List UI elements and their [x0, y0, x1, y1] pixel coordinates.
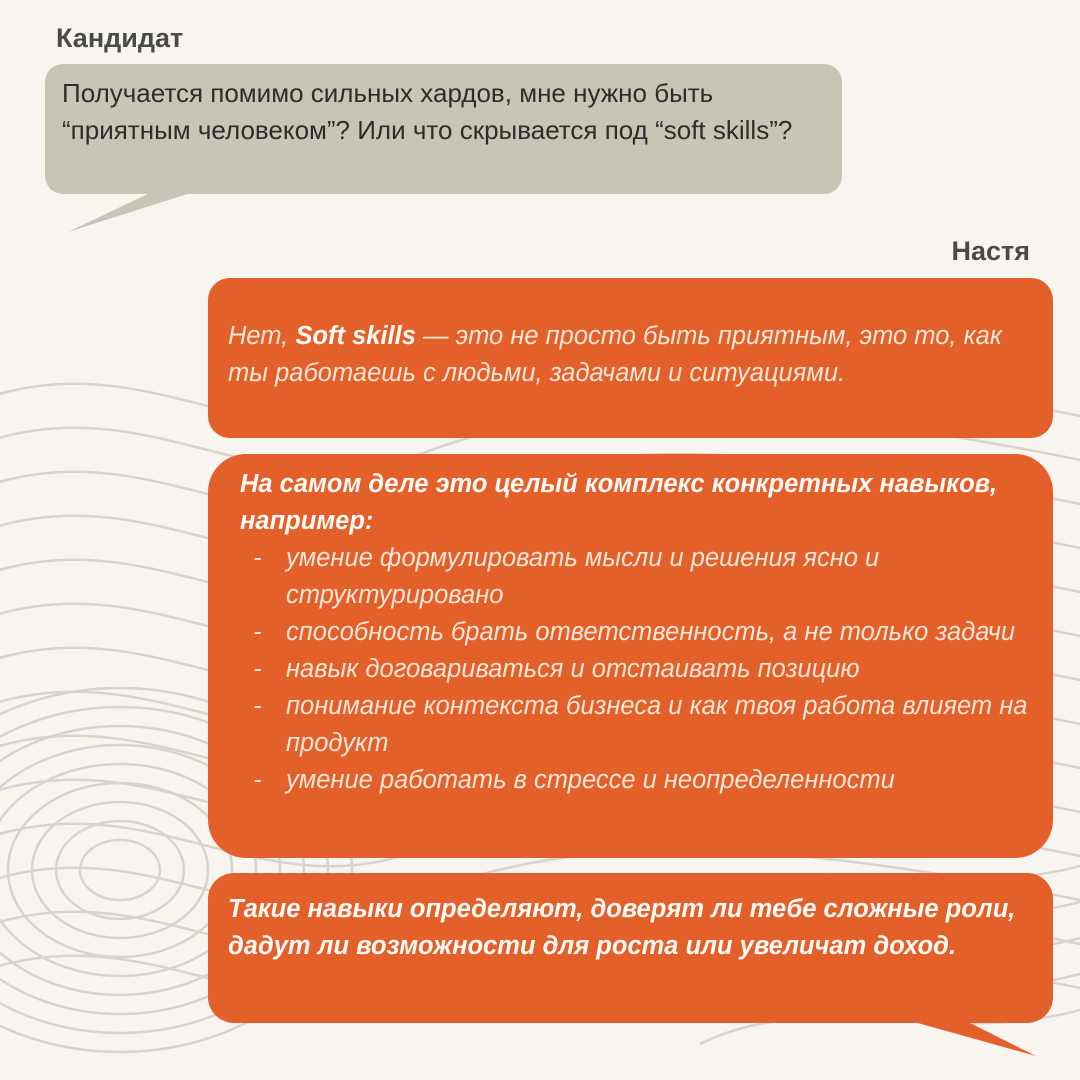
- nastya-message-bubble-2: [208, 454, 1053, 858]
- dash-bullet: -: [253, 766, 262, 794]
- nastya-name: Настя: [951, 236, 1030, 266]
- message-prefix: Нет,: [228, 322, 296, 350]
- nastya-bubble-tail: [900, 1018, 1040, 1060]
- nastya-message-bubble-3: [208, 873, 1053, 1023]
- skills-list: [240, 540, 1033, 799]
- conclusion-text: Такие навыки определяют, доверят ли тебе сложные роли, дадут ли возможности для роста или увеличат доход.: [228, 895, 1016, 960]
- dash-bullet: -: [253, 655, 262, 683]
- skill-text: понимание контекста бизнеса и как твоя работа влияет на продукт: [286, 692, 1028, 757]
- dash-bullet: -: [253, 692, 262, 720]
- skills-list-item: [240, 688, 1033, 762]
- dash-bullet: -: [253, 544, 262, 572]
- dash-bullet: -: [253, 618, 262, 646]
- candidate-bubble-tail: [64, 190, 204, 236]
- skill-text: умение работать в стрессе и неопределенности: [286, 766, 895, 794]
- skill-text: способность брать ответственность, а не только задачи: [286, 618, 1016, 646]
- skills-list-item: [240, 540, 1033, 614]
- skills-list-item: [240, 614, 1033, 651]
- skill-text: умение формулировать мысли и решения ясно и структурировано: [286, 544, 880, 609]
- skills-intro: На самом деле это целый комплекс конкретных навыков, например:: [240, 470, 998, 535]
- skill-text: навык договариваться и отстаивать позицию: [286, 655, 860, 683]
- candidate-message-bubble: [45, 64, 842, 194]
- candidate-message-text: Получается помимо сильных хардов, мне нужно быть “приятным человеком”? Или что скрывается под “soft skills”?: [62, 78, 793, 145]
- soft-skills-highlight: Soft skills: [295, 322, 416, 350]
- candidate-name: Кандидат: [56, 23, 184, 53]
- message-rest: — это не просто быть приятным, это то, как ты работаешь с людьми, задачами и ситуациями.: [228, 322, 1002, 387]
- nastya-message-bubble-1: [208, 278, 1053, 438]
- skills-list-item: [240, 762, 1033, 799]
- skills-list-item: [240, 651, 1033, 688]
